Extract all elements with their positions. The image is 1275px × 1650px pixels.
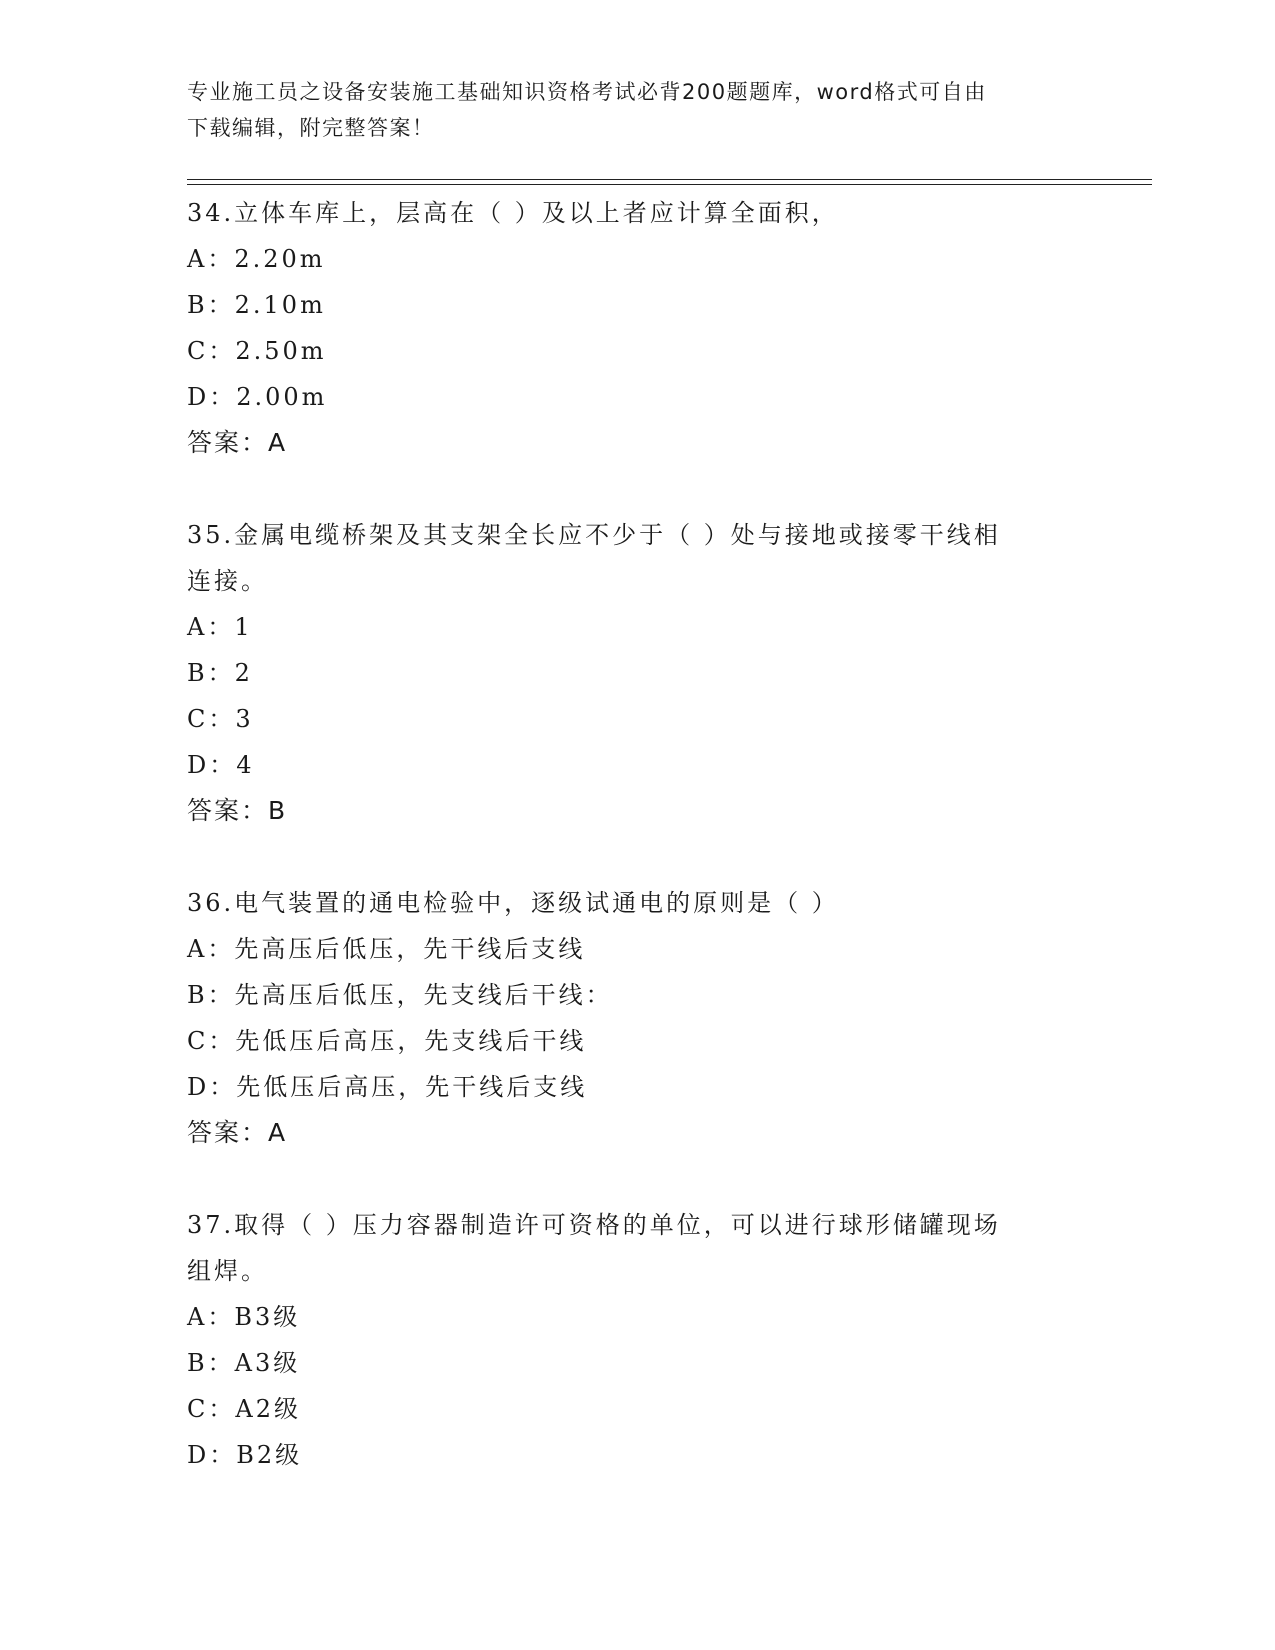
question-37 [187, 1202, 1087, 1478]
option-a: A：先高压后低压，先干线后支线 [187, 935, 586, 963]
option-d: D：B2级 [187, 1441, 303, 1469]
question-list [187, 190, 1087, 1524]
option-d: D：2.00m [187, 383, 328, 411]
question-stem-continued: 连接。 [187, 567, 268, 595]
option-d: D：先低压后高压，先干线后支线 [187, 1073, 588, 1101]
option-b: B：A3级 [187, 1349, 301, 1377]
question-34 [187, 190, 1087, 466]
option-c: C：先低压后高压，先支线后干线 [187, 1027, 587, 1055]
option-c: C：3 [187, 705, 254, 733]
question-36 [187, 880, 1087, 1156]
document-header [187, 74, 1067, 146]
question-stem: 35.金属电缆桥架及其支架全长应不少于（ ）处与接地或接零干线相 [187, 521, 1001, 549]
option-c: C：A2级 [187, 1395, 301, 1423]
option-c: C：2.50m [187, 337, 327, 365]
option-b: B：先高压后低压，先支线后干线： [187, 981, 613, 1009]
header-line-1: 专业施工员之设备安装施工基础知识资格考试必背200题题库，word格式可自由 [187, 80, 987, 104]
question-stem: 34.立体车库上，层高在（ ）及以上者应计算全面积， [187, 199, 839, 227]
header-line-2: 下载编辑，附完整答案！ [187, 116, 435, 140]
answer-line: 答案：A [187, 1118, 288, 1147]
answer-line: 答案：A [187, 428, 288, 457]
option-a: A：B3级 [187, 1303, 301, 1331]
header-divider-bottom [187, 184, 1152, 185]
question-stem: 37.取得（ ）压力容器制造许可资格的单位，可以进行球形储罐现场 [187, 1211, 1001, 1239]
header-divider-top [187, 179, 1152, 180]
option-b: B：2 [187, 659, 253, 687]
option-d: D：4 [187, 751, 255, 779]
question-stem-continued: 组焊。 [187, 1257, 268, 1285]
question-35 [187, 512, 1087, 834]
question-stem: 36.电气装置的通电检验中，逐级试通电的原则是（ ） [187, 889, 839, 917]
option-a: A：1 [187, 613, 253, 641]
option-a: A：2.20m [187, 245, 326, 273]
answer-line: 答案：B [187, 796, 288, 825]
option-b: B：2.10m [187, 291, 326, 319]
